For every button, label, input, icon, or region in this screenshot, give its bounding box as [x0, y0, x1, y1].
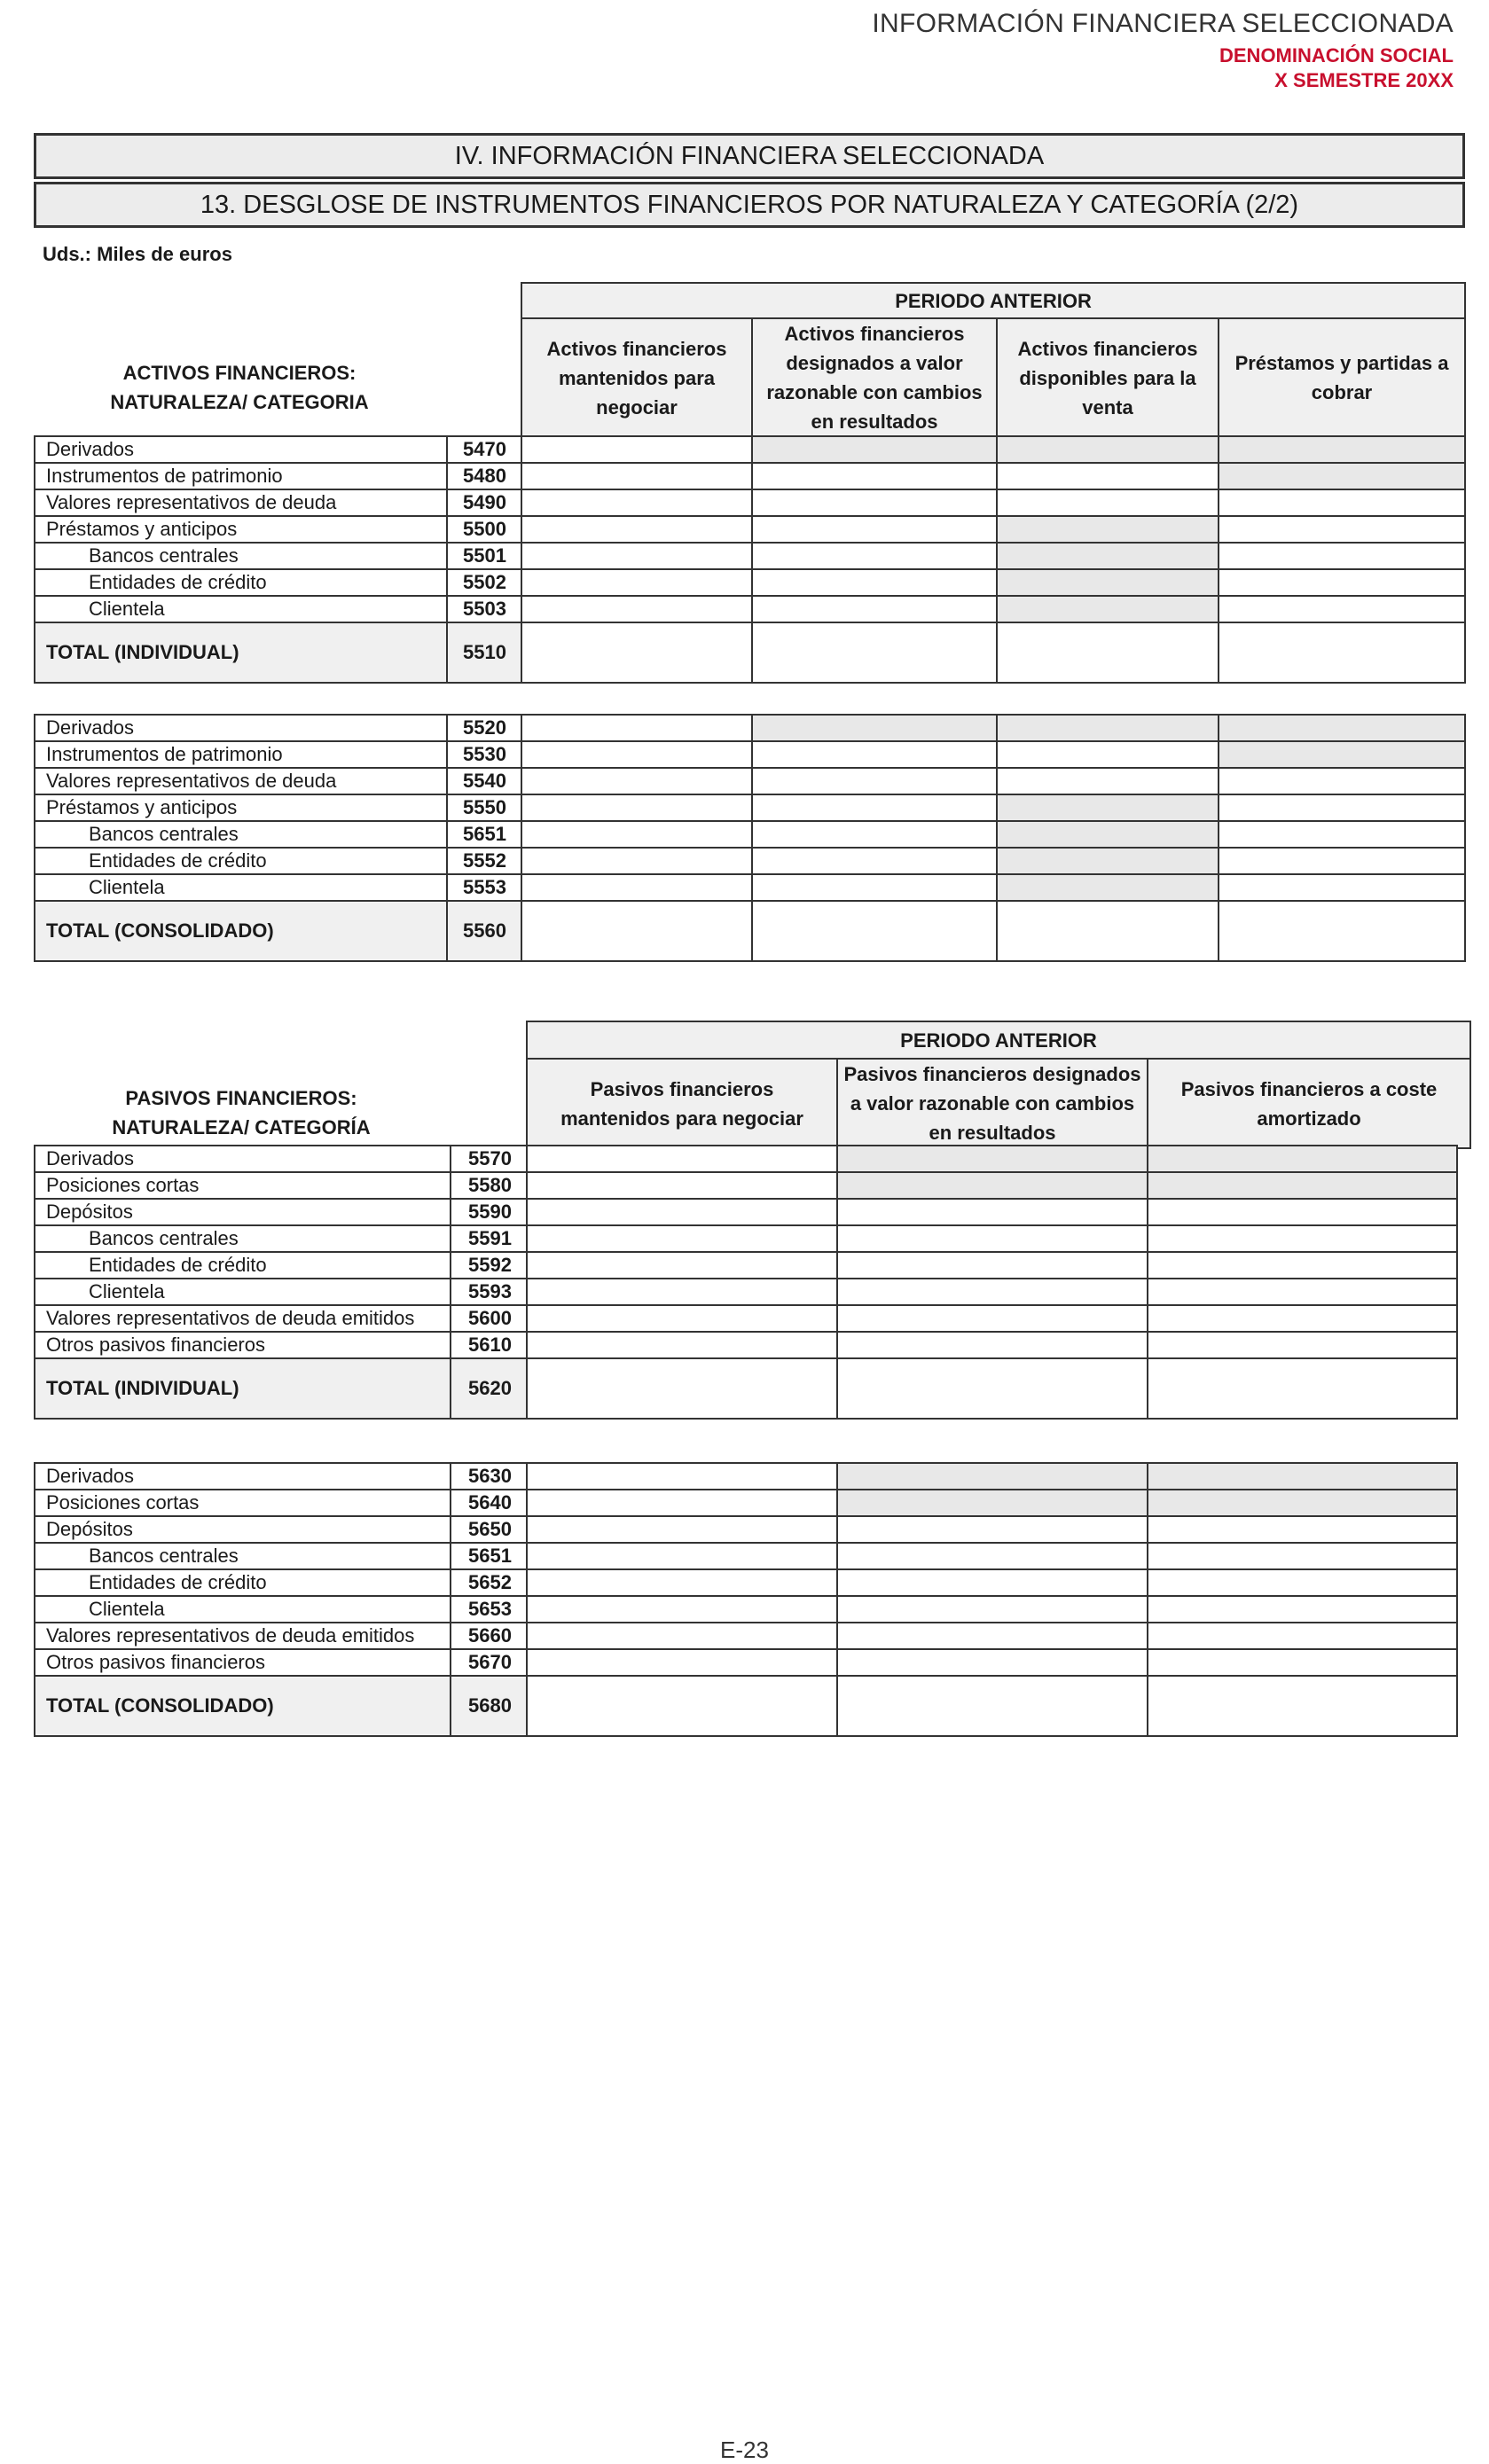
row-code: 5590: [451, 1199, 527, 1225]
row-label: Instrumentos de patrimonio: [35, 741, 447, 768]
input-cell[interactable]: [837, 1252, 1148, 1279]
input-cell[interactable]: [752, 543, 997, 569]
table-row: [35, 1463, 1457, 1490]
row-code: 5580: [451, 1172, 527, 1199]
input-cell[interactable]: [1148, 1596, 1457, 1623]
input-cell[interactable]: [1148, 1305, 1457, 1332]
input-cell[interactable]: [521, 768, 752, 794]
row-label: Clientela: [35, 874, 447, 901]
input-cell[interactable]: [527, 1543, 837, 1569]
table-row: [35, 1305, 1457, 1332]
disabled-cell: [1148, 1463, 1457, 1490]
input-cell[interactable]: [752, 741, 997, 768]
input-cell[interactable]: [837, 1543, 1148, 1569]
section-banner: IV. INFORMACIÓN FINANCIERA SELECCIONADA: [34, 133, 1465, 179]
table-row: [35, 436, 1465, 463]
row-code: 5651: [447, 821, 521, 848]
row-label: Entidades de crédito: [35, 569, 447, 596]
row-code: 5660: [451, 1623, 527, 1649]
total-row: [35, 901, 1465, 961]
disabled-cell: [1219, 741, 1465, 768]
assets-section-title: [35, 358, 443, 417]
disabled-cell: [997, 821, 1219, 848]
assets-title-line1: ACTIVOS FINANCIEROS:: [122, 362, 357, 384]
liabilities-col-header-3: Pasivos financieros a coste amortizado: [1148, 1059, 1470, 1148]
input-cell[interactable]: [752, 901, 997, 961]
input-cell[interactable]: [752, 874, 997, 901]
input-cell[interactable]: [1148, 1543, 1457, 1569]
liabilities-consolidated-table: [34, 1462, 1458, 1737]
input-cell[interactable]: [521, 794, 752, 821]
input-cell[interactable]: [1219, 821, 1465, 848]
input-cell[interactable]: [527, 1358, 837, 1419]
disabled-cell: [997, 569, 1219, 596]
row-label: Valores representativos de deuda: [35, 489, 447, 516]
input-cell[interactable]: [521, 874, 752, 901]
liabilities-col-header-1: Pasivos financieros mantenidos para negociar: [527, 1059, 837, 1148]
table-row: [35, 1199, 1457, 1225]
table-row: [35, 1516, 1457, 1543]
input-cell[interactable]: [527, 1676, 837, 1736]
input-cell[interactable]: [1219, 874, 1465, 901]
input-cell[interactable]: [521, 569, 752, 596]
input-cell[interactable]: [837, 1358, 1148, 1419]
input-cell[interactable]: [521, 821, 752, 848]
document-header-title: INFORMACIÓN FINANCIERA SELECCIONADA: [872, 9, 1454, 38]
row-label: Otros pasivos financieros: [35, 1649, 451, 1676]
input-cell[interactable]: [752, 821, 997, 848]
assets-col-header-2: Activos financieros designados a valor razonable con cambios en resultados: [752, 318, 997, 437]
disabled-cell: [1219, 436, 1465, 463]
row-label: Bancos centrales: [35, 543, 447, 569]
input-cell[interactable]: [1219, 596, 1465, 622]
row-label: Clientela: [35, 596, 447, 622]
input-cell[interactable]: [1148, 1358, 1457, 1419]
subsection-banner: 13. DESGLOSE DE INSTRUMENTOS FINANCIEROS POR NATURALEZA Y CATEGORÍA (2/2): [34, 182, 1465, 228]
row-code: 5503: [447, 596, 521, 622]
total-label: TOTAL (CONSOLIDADO): [35, 901, 447, 961]
input-cell[interactable]: [1148, 1199, 1457, 1225]
input-cell[interactable]: [997, 901, 1219, 961]
input-cell[interactable]: [997, 463, 1219, 489]
table-row: [35, 794, 1465, 821]
company-name: DENOMINACIÓN SOCIAL: [1219, 44, 1454, 66]
table-row: [35, 1649, 1457, 1676]
row-label: Derivados: [35, 1463, 451, 1490]
input-cell[interactable]: [997, 622, 1219, 683]
input-cell[interactable]: [527, 1332, 837, 1358]
input-cell[interactable]: [752, 569, 997, 596]
input-cell[interactable]: [837, 1516, 1148, 1543]
row-label: Derivados: [35, 1146, 451, 1172]
input-cell[interactable]: [837, 1199, 1148, 1225]
input-cell[interactable]: [997, 741, 1219, 768]
row-code: 5470: [447, 436, 521, 463]
input-cell[interactable]: [837, 1569, 1148, 1596]
input-cell[interactable]: [527, 1172, 837, 1199]
input-cell[interactable]: [527, 1463, 837, 1490]
liabilities-column-header: [526, 1021, 1471, 1149]
table-row: [35, 596, 1465, 622]
input-cell[interactable]: [527, 1569, 837, 1596]
assets-individual-table: [34, 435, 1466, 684]
table-row: [35, 1623, 1457, 1649]
row-label: Valores representativos de deuda emitidos: [35, 1305, 451, 1332]
input-cell[interactable]: [521, 463, 752, 489]
row-label: Entidades de crédito: [35, 1252, 451, 1279]
row-code: 5610: [451, 1332, 527, 1358]
input-cell[interactable]: [1219, 848, 1465, 874]
input-cell[interactable]: [527, 1623, 837, 1649]
assets-title-line2: NATURALEZA/ CATEGORIA: [110, 391, 369, 413]
disabled-cell: [1148, 1172, 1457, 1199]
total-row: [35, 1676, 1457, 1736]
input-cell[interactable]: [1219, 569, 1465, 596]
input-cell[interactable]: [1148, 1676, 1457, 1736]
row-code: 5640: [451, 1490, 527, 1516]
input-cell[interactable]: [752, 489, 997, 516]
input-cell[interactable]: [521, 596, 752, 622]
row-label: Valores representativos de deuda emitidos: [35, 1623, 451, 1649]
total-code: 5560: [447, 901, 521, 961]
row-code: 5630: [451, 1463, 527, 1490]
total-code: 5680: [451, 1676, 527, 1736]
input-cell[interactable]: [521, 715, 752, 741]
input-cell[interactable]: [521, 489, 752, 516]
page-number: E-23: [720, 2437, 769, 2463]
disabled-cell: [837, 1172, 1148, 1199]
table-row: [35, 715, 1465, 741]
input-cell[interactable]: [527, 1596, 837, 1623]
assets-column-header: [521, 282, 1466, 438]
row-label: Préstamos y anticipos: [35, 794, 447, 821]
table-row: [35, 1225, 1457, 1252]
row-code: 5550: [447, 794, 521, 821]
table-row: [35, 543, 1465, 569]
input-cell[interactable]: [527, 1225, 837, 1252]
input-cell[interactable]: [1219, 543, 1465, 569]
row-label: Préstamos y anticipos: [35, 516, 447, 543]
row-code: 5552: [447, 848, 521, 874]
input-cell[interactable]: [521, 516, 752, 543]
disabled-cell: [997, 596, 1219, 622]
units-label: Uds.: Miles de euros: [43, 243, 232, 265]
row-label: Posiciones cortas: [35, 1490, 451, 1516]
table-row: [35, 768, 1465, 794]
liabilities-title-line2: NATURALEZA/ CATEGORÍA: [112, 1116, 371, 1138]
input-cell[interactable]: [1148, 1225, 1457, 1252]
row-code: 5501: [447, 543, 521, 569]
input-cell[interactable]: [752, 596, 997, 622]
input-cell[interactable]: [1219, 622, 1465, 683]
disabled-cell: [1219, 463, 1465, 489]
input-cell[interactable]: [752, 516, 997, 543]
input-cell[interactable]: [527, 1252, 837, 1279]
row-label: Entidades de crédito: [35, 1569, 451, 1596]
disabled-cell: [997, 516, 1219, 543]
disabled-cell: [997, 874, 1219, 901]
total-label: TOTAL (INDIVIDUAL): [35, 622, 447, 683]
row-code: 5593: [451, 1279, 527, 1305]
assets-col-header-1: Activos financieros mantenidos para negociar: [521, 318, 752, 437]
input-cell[interactable]: [527, 1146, 837, 1172]
row-label: Depósitos: [35, 1199, 451, 1225]
row-code: 5570: [451, 1146, 527, 1172]
input-cell[interactable]: [1219, 489, 1465, 516]
input-cell[interactable]: [527, 1279, 837, 1305]
row-code: 5530: [447, 741, 521, 768]
row-label: Bancos centrales: [35, 821, 447, 848]
input-cell[interactable]: [837, 1676, 1148, 1736]
table-row: [35, 1596, 1457, 1623]
input-cell[interactable]: [1148, 1649, 1457, 1676]
input-cell[interactable]: [521, 543, 752, 569]
total-code: 5510: [447, 622, 521, 683]
input-cell[interactable]: [997, 768, 1219, 794]
liabilities-period-header: PERIODO ANTERIOR: [527, 1021, 1470, 1059]
row-code: 5500: [447, 516, 521, 543]
input-cell[interactable]: [837, 1305, 1148, 1332]
input-cell[interactable]: [1148, 1516, 1457, 1543]
row-code: 5650: [451, 1516, 527, 1543]
assets-col-header-3: Activos financieros disponibles para la venta: [997, 318, 1219, 437]
row-label: Derivados: [35, 715, 447, 741]
row-label: Clientela: [35, 1279, 451, 1305]
input-cell[interactable]: [527, 1649, 837, 1676]
liabilities-title-line1: PASIVOS FINANCIEROS:: [125, 1087, 357, 1109]
input-cell[interactable]: [527, 1305, 837, 1332]
row-label: Otros pasivos financieros: [35, 1332, 451, 1358]
disabled-cell: [837, 1490, 1148, 1516]
disabled-cell: [752, 715, 997, 741]
total-row: [35, 622, 1465, 683]
row-code: 5520: [447, 715, 521, 741]
input-cell[interactable]: [1219, 794, 1465, 821]
total-label: TOTAL (CONSOLIDADO): [35, 1676, 451, 1736]
row-code: 5653: [451, 1596, 527, 1623]
input-cell[interactable]: [1148, 1279, 1457, 1305]
input-cell[interactable]: [752, 768, 997, 794]
input-cell[interactable]: [521, 848, 752, 874]
row-label: Clientela: [35, 1596, 451, 1623]
input-cell[interactable]: [1148, 1569, 1457, 1596]
row-label: Bancos centrales: [35, 1543, 451, 1569]
input-cell[interactable]: [837, 1225, 1148, 1252]
input-cell[interactable]: [1148, 1332, 1457, 1358]
input-cell[interactable]: [527, 1199, 837, 1225]
total-row: [35, 1358, 1457, 1419]
row-label: Bancos centrales: [35, 1225, 451, 1252]
table-row: [35, 874, 1465, 901]
row-code: 5540: [447, 768, 521, 794]
input-cell[interactable]: [837, 1596, 1148, 1623]
assets-period-header: PERIODO ANTERIOR: [521, 283, 1465, 318]
table-row: [35, 1279, 1457, 1305]
reporting-period: X SEMESTRE 20XX: [1274, 69, 1454, 91]
disabled-cell: [837, 1146, 1148, 1172]
input-cell[interactable]: [1148, 1252, 1457, 1279]
total-code: 5620: [451, 1358, 527, 1419]
row-code: 5600: [451, 1305, 527, 1332]
row-code: 5490: [447, 489, 521, 516]
disabled-cell: [752, 436, 997, 463]
row-label: Posiciones cortas: [35, 1172, 451, 1199]
table-row: [35, 1569, 1457, 1596]
total-label: TOTAL (INDIVIDUAL): [35, 1358, 451, 1419]
row-code: 5502: [447, 569, 521, 596]
disabled-cell: [997, 848, 1219, 874]
table-row: [35, 1146, 1457, 1172]
table-row: [35, 1332, 1457, 1358]
disabled-cell: [1148, 1146, 1457, 1172]
input-cell[interactable]: [521, 901, 752, 961]
table-row: [35, 1543, 1457, 1569]
input-cell[interactable]: [997, 489, 1219, 516]
input-cell[interactable]: [837, 1332, 1148, 1358]
disabled-cell: [997, 715, 1219, 741]
row-label: Instrumentos de patrimonio: [35, 463, 447, 489]
row-label: Derivados: [35, 436, 447, 463]
input-cell[interactable]: [521, 622, 752, 683]
input-cell[interactable]: [1219, 516, 1465, 543]
row-label: Entidades de crédito: [35, 848, 447, 874]
table-row: [35, 821, 1465, 848]
table-row: [35, 569, 1465, 596]
table-row: [35, 741, 1465, 768]
table-row: [35, 1252, 1457, 1279]
table-row: [35, 463, 1465, 489]
input-cell[interactable]: [752, 848, 997, 874]
disabled-cell: [1219, 715, 1465, 741]
liabilities-section-title: [35, 1083, 447, 1142]
assets-col-header-4: Préstamos y partidas a cobrar: [1219, 318, 1465, 437]
table-row: [35, 1490, 1457, 1516]
input-cell[interactable]: [837, 1649, 1148, 1676]
disabled-cell: [837, 1463, 1148, 1490]
table-row: [35, 1172, 1457, 1199]
row-code: 5651: [451, 1543, 527, 1569]
input-cell[interactable]: [837, 1279, 1148, 1305]
input-cell[interactable]: [1148, 1623, 1457, 1649]
input-cell[interactable]: [521, 741, 752, 768]
input-cell[interactable]: [521, 436, 752, 463]
row-code: 5591: [451, 1225, 527, 1252]
table-row: [35, 516, 1465, 543]
liabilities-col-header-2: Pasivos financieros designados a valor razonable con cambios en resultados: [837, 1059, 1148, 1148]
row-code: 5592: [451, 1252, 527, 1279]
input-cell[interactable]: [752, 622, 997, 683]
input-cell[interactable]: [527, 1490, 837, 1516]
row-code: 5480: [447, 463, 521, 489]
liabilities-individual-table: [34, 1145, 1458, 1420]
input-cell[interactable]: [1219, 768, 1465, 794]
assets-consolidated-table: [34, 714, 1466, 962]
row-label: Valores representativos de deuda: [35, 768, 447, 794]
disabled-cell: [997, 543, 1219, 569]
row-code: 5553: [447, 874, 521, 901]
table-row: [35, 489, 1465, 516]
row-code: 5652: [451, 1569, 527, 1596]
disabled-cell: [997, 794, 1219, 821]
row-code: 5670: [451, 1649, 527, 1676]
disabled-cell: [1148, 1490, 1457, 1516]
input-cell[interactable]: [527, 1516, 837, 1543]
input-cell[interactable]: [752, 463, 997, 489]
input-cell[interactable]: [837, 1623, 1148, 1649]
input-cell[interactable]: [1219, 901, 1465, 961]
table-row: [35, 848, 1465, 874]
disabled-cell: [997, 436, 1219, 463]
input-cell[interactable]: [752, 794, 997, 821]
row-label: Depósitos: [35, 1516, 451, 1543]
